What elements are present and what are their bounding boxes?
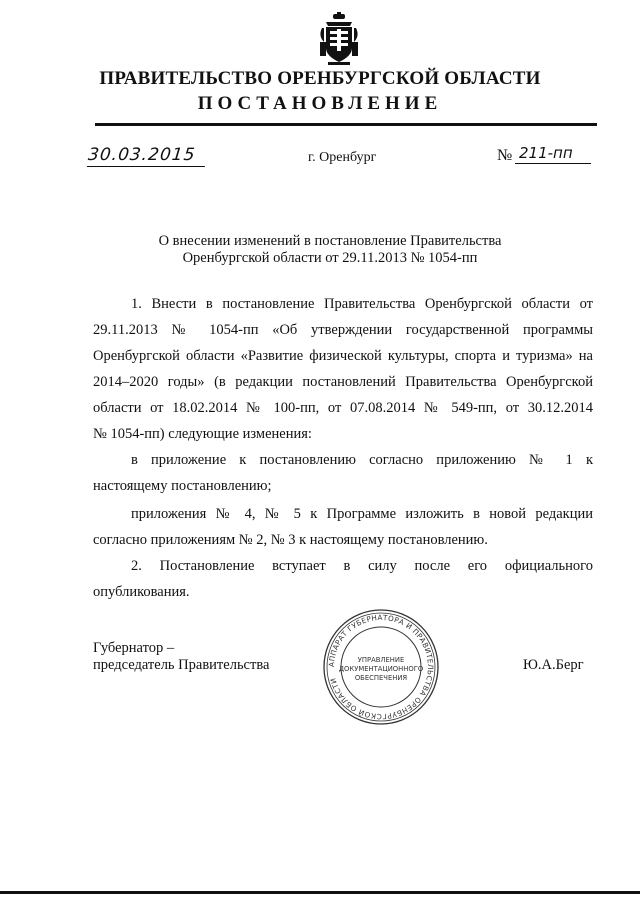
official-stamp <box>322 608 440 726</box>
text-line: опубликования. <box>93 584 190 600</box>
document-city: г. Оренбург <box>308 150 377 165</box>
signatory-name: Ю.А.Берг <box>523 657 584 673</box>
subject-line: О внесении изменений в постановление Правительства <box>158 233 502 249</box>
paragraph-4 <box>93 553 593 605</box>
coat-of-arms-icon <box>318 12 360 66</box>
text-line: 29.11.2013 № 1054-пп «Об утверждении государственной программы <box>93 322 593 338</box>
text-line: приложения № 4, № 5 к Программе изложить в новой редакции <box>131 506 593 522</box>
document-number: 211-пп <box>515 144 591 164</box>
subject-line: Оренбургской области от 29.11.2013 № 1054-пп <box>182 250 478 266</box>
text-line: настоящему постановлению; <box>93 478 272 494</box>
signatory-title: Губернатор – <box>93 640 175 656</box>
signatory-title: председатель Правительства <box>93 657 270 673</box>
header-divider <box>95 123 597 126</box>
document-date: 30.03.2015 <box>87 145 207 167</box>
stamp-inner-text: ДОКУМЕНТАЦИОННОГО <box>338 665 424 673</box>
organization-title: ПРАВИТЕЛЬСТВО ОРЕНБУРГСКОЙ ОБЛАСТИ <box>99 68 541 89</box>
text-line: № 1054-пп) следующие изменения: <box>93 426 312 442</box>
text-line: согласно приложениям № 2, № 3 к настоящему постановлению. <box>93 532 488 548</box>
stamp-outer-text: АППАРАТ ГУБЕРНАТОРА И ПРАВИТЕЛЬСТВА ОРЕНБУРГСКОЙ ОБЛАСТИ <box>326 612 436 722</box>
text-line: 2014–2020 годы» (в редакции постановлений Правительства Оренбургской <box>93 374 593 390</box>
footer-divider <box>0 891 640 894</box>
paragraph-1 <box>93 291 593 447</box>
text-line: в приложение к постановлению согласно приложению № 1 к <box>131 452 593 468</box>
text-line: 2. Постановление вступает в силу после его официального <box>131 558 593 574</box>
stamp-inner-text: ОБЕСПЕЧЕНИЯ <box>354 674 408 682</box>
document-subject <box>100 233 560 267</box>
text-line: Оренбургской области «Развитие физической культуры, спорта и туризма» на <box>93 348 593 364</box>
stamp-inner-text: УПРАВЛЕНИЕ <box>357 656 405 664</box>
text-line: 1. Внести в постановление Правительства Оренбургской области от <box>131 296 593 312</box>
text-line: области от 18.02.2014 № 100-пп, от 07.08.2014 № 549-пп, от 30.12.2014 <box>93 400 593 416</box>
paragraph-2 <box>93 447 593 499</box>
paragraph-3 <box>93 501 593 553</box>
document-type-title: ПОСТАНОВЛЕНИЕ <box>197 93 443 114</box>
document-number-label: № <box>497 147 513 164</box>
